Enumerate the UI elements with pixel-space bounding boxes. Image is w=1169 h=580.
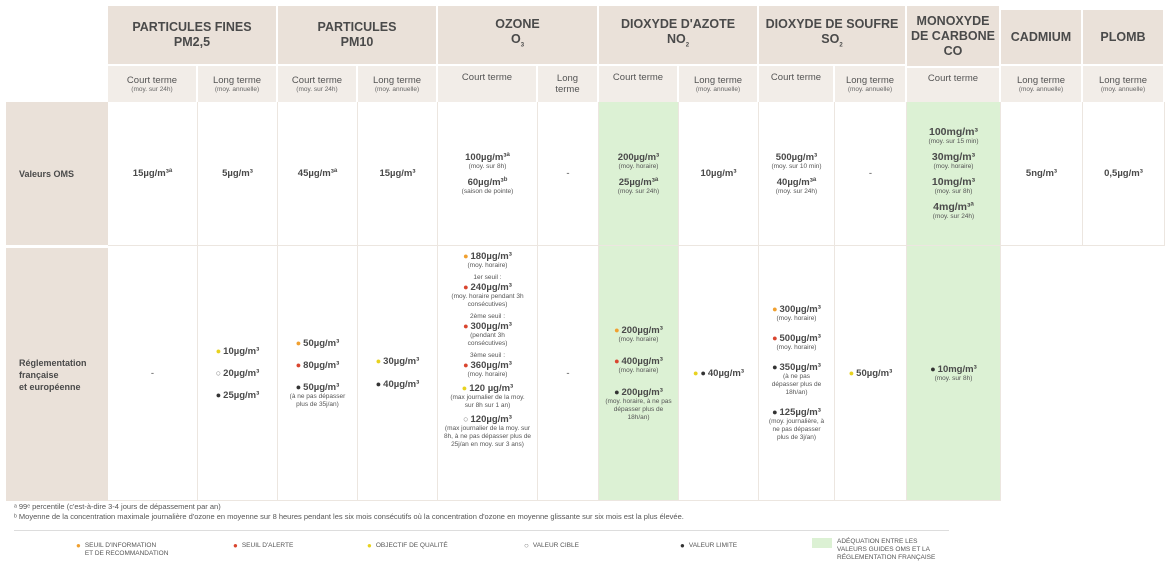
- value-block: [462, 177, 514, 196]
- seuil-alerte-dot-icon: ●: [463, 321, 469, 331]
- value: 100µg/m³: [465, 151, 507, 163]
- seuil-alerte-dot-icon: ●: [463, 360, 469, 370]
- oms-plomb: [1083, 102, 1165, 246]
- reg-no2-long: [679, 246, 759, 501]
- oms-pm10-court: [278, 102, 358, 246]
- subheader-label: Court terme: [126, 74, 178, 86]
- objectif-qualite-dot-icon: ●: [848, 367, 855, 378]
- value: 180µg/m³: [470, 251, 512, 262]
- subheader-note: (moy. annuelle): [374, 85, 420, 93]
- header-pm25-line2: PM2,5: [173, 35, 211, 49]
- green-swatch-icon: [812, 538, 832, 548]
- value: 125µg/m³: [779, 407, 821, 418]
- objectif-qualite-dot-icon: ●: [215, 345, 222, 356]
- header-pm10-line1: PARTICULES: [317, 20, 397, 34]
- seuil-alerte-dot-icon: ●: [295, 359, 302, 370]
- oms-pm25-long: [198, 102, 278, 246]
- legend-label: SEUIL D'INFORMATION: [84, 542, 157, 549]
- value: 15µg/m³: [379, 168, 416, 179]
- valeur-limite-dot-icon: ●: [375, 379, 382, 389]
- threshold-label: 2ème seuil :: [469, 313, 506, 320]
- value-note: (moy. horaire, à ne pas dépasser plus de 18h/an): [605, 397, 672, 421]
- value-note: (moy. horaire pendant 3h consécutives): [451, 293, 524, 308]
- objectif-qualite-dot-icon: ●: [461, 383, 468, 393]
- valeur-limite-dot-icon: ●: [215, 389, 222, 400]
- reg-so2-court: [759, 246, 835, 501]
- value-block: [463, 360, 512, 371]
- value: 45µg/m³: [297, 168, 334, 179]
- value: 120 µg/m³: [469, 383, 514, 394]
- value-note: (à ne pas dépasser plus de 35j/an): [289, 392, 346, 408]
- oms-pm25-court: [108, 102, 198, 246]
- subheader-label: Long terme: [372, 74, 422, 86]
- value: 100mg/m³: [928, 125, 979, 138]
- value-block: [618, 177, 659, 196]
- threshold-label: 3ème seuil :: [469, 352, 506, 359]
- value-wrap: [693, 368, 744, 379]
- legend-label: SEUIL D'ALERTE: [241, 542, 294, 549]
- legend-label: OBJECTIF DE QUALITÉ: [375, 542, 448, 549]
- value: 4mg/m³: [933, 200, 971, 213]
- header-pm10-line2: PM10: [340, 35, 374, 49]
- header-so2-formula: SO: [821, 31, 840, 46]
- subheader-so2-court: [759, 64, 835, 102]
- value-block: [463, 282, 512, 293]
- header-ozone: [438, 6, 599, 64]
- subheader-pm10-long: [358, 64, 438, 102]
- value-block: [768, 407, 826, 442]
- value: 10mg/m³: [937, 363, 977, 375]
- value: 40µg/m³: [383, 379, 420, 390]
- reg-pm25-long: [198, 246, 278, 501]
- subheader-label: Court terme: [461, 72, 513, 83]
- valeur-cible-dot-icon: ○: [215, 367, 222, 378]
- subheader-pm10-court: [278, 64, 358, 102]
- value-wrap: [133, 168, 172, 179]
- value-note: (moy. sur 8h): [468, 162, 507, 170]
- header-no2-line1: DIOXYDE D'AZOTE: [620, 16, 736, 31]
- value-block: [465, 152, 510, 171]
- legend-label: ET DE RECOMMANDATION: [84, 550, 169, 557]
- legend: [0, 538, 1000, 568]
- footnote-a: a: [506, 151, 510, 158]
- value: 30µg/m³: [383, 356, 420, 367]
- value-block: [928, 127, 978, 146]
- value-wrap: [614, 356, 663, 367]
- oms-o3-long: [538, 102, 599, 246]
- valeur-cible-dot-icon: ○: [463, 414, 469, 424]
- reg-pm25-court: [108, 246, 198, 501]
- value-wrap: [772, 333, 821, 344]
- footnotes: [14, 502, 684, 522]
- value-block: [462, 383, 513, 394]
- value: -: [150, 367, 155, 379]
- header-plomb: [1083, 10, 1165, 64]
- oms-no2-long: [679, 102, 759, 246]
- value-note: (moy. horaire): [467, 262, 508, 269]
- value-block: [618, 152, 659, 171]
- value-block: [771, 362, 823, 397]
- subheader-note: (moy. sur 24h): [131, 85, 173, 93]
- value-note: (moy. horaire): [776, 315, 817, 322]
- value: 50µg/m³: [303, 337, 340, 349]
- subheader-pm25-long: [198, 64, 278, 102]
- row-label-reglementation: [6, 246, 108, 501]
- subheader-note: (moy. annuelle): [1100, 85, 1146, 93]
- subheader-label: Long terme: [1098, 74, 1148, 86]
- value: 120µg/m³: [470, 414, 512, 425]
- value: 300µg/m³: [470, 321, 512, 332]
- subheader-pb-long: [1083, 64, 1165, 102]
- subheader-label: Court terme: [291, 74, 343, 86]
- oms-no2-court: [599, 102, 679, 246]
- header-so2-line1: DIOXYDE DE SOUFRE: [765, 16, 899, 31]
- value-note: (moy. horaire): [467, 371, 508, 378]
- header-so2: [759, 6, 907, 64]
- value-block: [776, 177, 817, 196]
- valeur-limite-dot-icon: ●: [700, 367, 706, 378]
- legend-label: VALEUR CIBLE: [532, 542, 579, 549]
- subheader-note: (moy. annuelle): [1018, 85, 1064, 93]
- header-ozone-line2: [511, 32, 524, 54]
- value-block: [463, 321, 512, 332]
- value-wrap: [849, 368, 893, 379]
- legend-item-qualite: [367, 542, 448, 550]
- seuil-alerte-dot-icon: ●: [614, 355, 620, 366]
- header-no2-sub: 2: [685, 42, 690, 49]
- value: 10µg/m³: [223, 345, 260, 357]
- footnote-a-text: ᵃ 99ᵉ percentile (c'est-à-dire 3-4 jours de dépassement par an): [14, 502, 221, 511]
- value-wrap: [933, 202, 974, 213]
- row-label-oms: [6, 102, 108, 245]
- oms-co: [907, 102, 1001, 246]
- subheader-note: (moy. sur 24h): [296, 85, 338, 93]
- divider: [14, 530, 949, 531]
- value-block: [216, 346, 260, 357]
- value: 25µg/m³: [618, 176, 655, 188]
- subheader-label: Court terme: [770, 72, 822, 83]
- subheader-note: (moy. annuelle): [695, 85, 741, 93]
- value: 500µg/m³: [775, 151, 818, 163]
- value-note: (max journalier de la moy. sur 8h sur 1 an): [450, 394, 525, 409]
- footnote-a: a: [812, 176, 817, 183]
- value: 10µg/m³: [700, 168, 737, 179]
- subheader-o3-court: [438, 64, 538, 102]
- value-note: (moy. sur 10 min): [771, 162, 822, 170]
- valeur-limite-dot-icon: ●: [930, 363, 936, 374]
- objectif-qualite-dot-icon: ●: [367, 541, 372, 550]
- value: 60µg/m³: [467, 176, 504, 188]
- header-ozone-formula: O: [510, 31, 521, 46]
- header-cadmium-label: CADMIUM: [1010, 29, 1072, 44]
- objectif-qualite-dot-icon: ●: [693, 367, 699, 378]
- subheader-label: Court terme: [612, 72, 664, 83]
- header-no2: [599, 6, 759, 64]
- value-note: (moy. horaire): [618, 366, 659, 374]
- value-wrap: [604, 387, 674, 398]
- value-block: [376, 379, 420, 390]
- oms-pm10-long: [358, 102, 438, 246]
- row-label-reg-line2: française: [19, 369, 59, 380]
- row-label-oms-text: Valeurs OMS: [19, 168, 75, 179]
- legend-label-wrap: [837, 538, 935, 562]
- header-co: [907, 6, 1001, 66]
- reg-no2-court: [599, 246, 679, 501]
- subheader-co-court: [907, 66, 1001, 102]
- value-wrap: [772, 304, 821, 315]
- oms-so2-court: [759, 102, 835, 246]
- seuil-information-dot-icon: ●: [463, 251, 469, 261]
- legend-item-information: [76, 542, 168, 558]
- value-wrap: [771, 362, 823, 373]
- header-ozone-line1: OZONE: [495, 16, 540, 31]
- value: 15µg/m³: [132, 168, 169, 179]
- legend-label: VALEUR LIMITE: [688, 542, 738, 549]
- value-block: [614, 325, 663, 344]
- value-block: [932, 177, 975, 196]
- value: 300µg/m³: [779, 304, 821, 315]
- header-ozone-sub: 3: [520, 42, 525, 49]
- subheader-o3-long: [538, 64, 599, 102]
- threshold-label: 1er seuil :: [473, 274, 502, 281]
- objectif-qualite-dot-icon: ●: [375, 356, 382, 366]
- seuil-information-dot-icon: ●: [295, 337, 302, 348]
- value-note: (moy. sur 8h): [934, 374, 973, 382]
- subheader-no2-court: [599, 64, 679, 102]
- reg-co: [907, 246, 1001, 501]
- value-block: [932, 152, 975, 171]
- subheader-label: Long terme: [1016, 74, 1066, 86]
- value-note: (moy. journalière, à ne pas dépasser plus de 3j/an): [768, 418, 825, 441]
- value-note: (moy. sur 24h): [775, 187, 818, 195]
- value-note: (moy. horaire): [618, 335, 659, 343]
- header-no2-line2: [667, 32, 689, 54]
- value-block: [463, 251, 512, 262]
- row-label-reg-line1: Réglementation: [19, 357, 87, 368]
- legend-item-limite: [680, 542, 737, 550]
- valeur-limite-dot-icon: ●: [772, 407, 778, 417]
- valeur-limite-dot-icon: ●: [772, 362, 778, 372]
- header-co-line1: MONOXYDE: [916, 13, 990, 28]
- value-wrap: [298, 168, 337, 179]
- value-wrap: [776, 177, 817, 188]
- legend-item-alerte: [233, 542, 293, 550]
- legend-item-cible: [524, 542, 579, 550]
- value: 5µg/m³: [222, 168, 253, 179]
- legend-item-adequation: [812, 538, 935, 562]
- value-note: (moy. sur 24h): [932, 212, 975, 220]
- oms-so2-long: [835, 102, 907, 246]
- legend-label: ADÉQUATION ENTRE LES: [837, 538, 918, 545]
- value-block: [604, 387, 674, 422]
- value-block: [463, 414, 512, 425]
- valeur-cible-dot-icon: ○: [524, 541, 529, 550]
- reg-pm10-court: [278, 246, 358, 501]
- value-block: [614, 356, 663, 375]
- value-note: (max journalier de la moy. sur 8h, à ne pas dépasser plus de 25j/an en moy. sur 3 ans): [443, 425, 532, 448]
- footnote-b-text: ᵇ Moyenne de la concentration maximale journalière d'ozone en moyenne sur 8 heures pendant les six mois consécutifs où la concentration d'ozone en moyenne glissante sur six mois est la plus élevée.: [14, 512, 684, 521]
- value: 10mg/m³: [931, 175, 976, 188]
- value: 400µg/m³: [621, 355, 663, 367]
- valeur-limite-dot-icon: ●: [295, 381, 302, 392]
- value-block: [933, 202, 974, 221]
- seuil-alerte-dot-icon: ●: [233, 541, 238, 550]
- value: 200µg/m³: [617, 151, 660, 163]
- header-no2-formula: NO: [666, 31, 686, 46]
- seuil-information-dot-icon: ●: [614, 324, 620, 335]
- value: 360µg/m³: [470, 360, 512, 371]
- value-block: [296, 338, 340, 349]
- subheader-note: (moy. annuelle): [214, 85, 260, 93]
- header-plomb-label: PLOMB: [1100, 29, 1146, 44]
- reg-so2-long: [835, 246, 907, 501]
- seuil-alerte-dot-icon: ●: [463, 282, 469, 292]
- value-block: [286, 382, 350, 409]
- seuil-information-dot-icon: ●: [76, 541, 81, 550]
- value-block: [376, 356, 420, 367]
- valeur-limite-dot-icon: ●: [680, 541, 685, 550]
- value-note: (moy. sur 24h): [617, 187, 660, 195]
- value-wrap: [618, 177, 659, 188]
- value: 50µg/m³: [856, 367, 893, 379]
- value: 200µg/m³: [621, 324, 663, 336]
- row-label-reg-line3: et européenne: [19, 381, 81, 392]
- value: -: [566, 367, 570, 379]
- oms-o3-court: [438, 102, 538, 246]
- value-wrap: [614, 325, 663, 336]
- header-cadmium: [1001, 10, 1083, 64]
- subheader-no2-long: [679, 64, 759, 102]
- value-wrap: [465, 152, 510, 163]
- reg-o3-court: [438, 246, 538, 501]
- value: -: [566, 168, 570, 179]
- footnote-a: a: [168, 167, 173, 174]
- valeur-limite-dot-icon: ●: [614, 386, 620, 397]
- value: 350µg/m³: [779, 362, 821, 373]
- value-note: (moy. sur 8h): [934, 187, 973, 195]
- value: 40µg/m³: [776, 176, 813, 188]
- value-block: [772, 304, 821, 323]
- subheader-so2-long: [835, 64, 907, 102]
- footnote-a: a: [970, 201, 974, 207]
- value-note: (pendant 3h consécutives): [467, 332, 508, 347]
- value: 20µg/m³: [223, 367, 260, 379]
- value-wrap: [768, 407, 826, 418]
- reg-pm10-long: [358, 246, 438, 501]
- subheader-label: Long terme: [845, 74, 895, 86]
- value-block: [772, 333, 821, 352]
- value: 5ng/m³: [1025, 168, 1058, 179]
- subheader-label: Court terme: [927, 73, 979, 84]
- value-block: [216, 390, 260, 401]
- subheader-cd-long: [1001, 64, 1083, 102]
- value-note: (moy. horaire): [618, 162, 659, 170]
- header-pm25-line1: PARTICULES FINES: [132, 20, 252, 34]
- value: 50µg/m³: [303, 381, 340, 393]
- subheader-label-2: terme: [555, 84, 580, 95]
- footnote-a: a: [333, 167, 338, 174]
- header-pm25: [108, 6, 278, 64]
- subheader-label: Long terme: [212, 74, 262, 86]
- value: 40µg/m³: [707, 367, 744, 379]
- header-so2-line2: [821, 32, 842, 54]
- header-so2-sub: 2: [839, 42, 843, 49]
- oms-cadmium: [1001, 102, 1083, 246]
- value: 30mg/m³: [931, 150, 976, 163]
- value-note: (moy. horaire): [933, 162, 974, 170]
- value-note: (moy. horaire): [776, 344, 817, 351]
- value: 80µg/m³: [303, 359, 340, 371]
- seuil-information-dot-icon: ●: [772, 304, 778, 314]
- header-pm10: [278, 6, 438, 64]
- legend-label: VALEURS GUIDES OMS ET LA: [837, 546, 930, 553]
- header-co-line2: DE CARBONE: [910, 28, 996, 43]
- value: -: [868, 168, 873, 179]
- value: 0,5µg/m³: [1104, 168, 1143, 179]
- value-note: (moy. sur 15 min): [928, 137, 979, 145]
- value-note: (saison de pointe): [461, 187, 514, 195]
- value-note: (à ne pas dépasser plus de 18h/an): [771, 373, 822, 396]
- footnote-b: b: [503, 176, 508, 183]
- value: 240µg/m³: [470, 282, 512, 293]
- value-block: [771, 152, 821, 171]
- subheader-pm25-court: [108, 64, 198, 102]
- subheader-label: Long terme: [693, 74, 743, 86]
- legend-label: RÉGLEMENTATION FRANÇAISE: [837, 554, 936, 561]
- value-block: [296, 360, 340, 371]
- value: 200µg/m³: [621, 386, 663, 398]
- seuil-alerte-dot-icon: ●: [772, 333, 778, 343]
- value-wrap: [462, 177, 514, 188]
- value-block: [216, 368, 260, 379]
- legend-label-wrap: [85, 542, 169, 558]
- reg-o3-long: [538, 246, 599, 501]
- header-co-line3: CO: [943, 43, 963, 58]
- footnote-a: a: [654, 176, 659, 183]
- value: 25µg/m³: [223, 389, 260, 401]
- subheader-note: (moy. annuelle): [847, 85, 893, 93]
- value-wrap: [930, 364, 977, 375]
- subheader-label-1: Long: [556, 73, 579, 84]
- value: 500µg/m³: [779, 333, 821, 344]
- value-wrap: [286, 382, 350, 393]
